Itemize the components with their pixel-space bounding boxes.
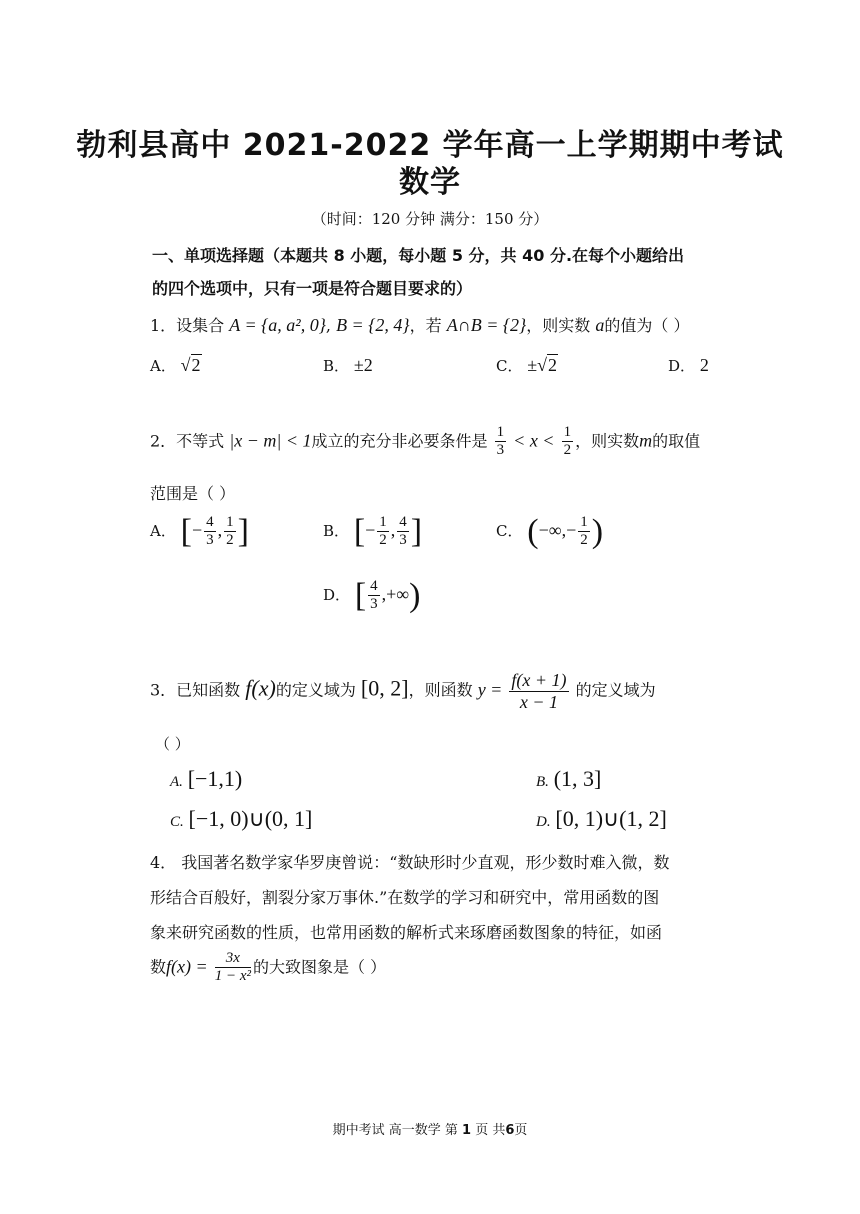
q2-inequality: |x − m| < 1 (229, 430, 312, 451)
q3-option-a-value: [−1,1) (187, 766, 243, 791)
q4-line4 (150, 950, 386, 986)
q1-option-b-label: B． (323, 357, 350, 375)
q1-option-b (323, 355, 373, 376)
footer-mid: 页 共 (475, 1123, 506, 1138)
q2-frac-lower: $\frac{1}{3}$ (496, 424, 505, 459)
q3-option-a-label: A. (170, 774, 183, 790)
q2-option-d: D． [ $\frac{4}{3}$ ,+∞) (323, 576, 421, 614)
q3-option-c-value: [−1, 0)∪(0, 1] (188, 806, 313, 831)
q4-line2: 形结合百般好，割裂分家万事休.”在数学的学习和研究中，常用函数的图 (150, 888, 660, 907)
question-1: 1．设集合 A = {a, a², 0}, B = {2, 4}，若 A∩B = {2}，则实数 a的值为（ ） (150, 315, 690, 335)
q1-option-c-pm: ± (527, 355, 538, 375)
q2-frac-upper: $\frac{1}{2}$ (563, 424, 572, 459)
footer-total-pages: 6 (505, 1123, 515, 1138)
q1-option-b-value: ±2 (353, 355, 373, 375)
q3-prefix: 3．已知函数 (150, 680, 241, 700)
q3-fx: f(x) (245, 675, 276, 701)
q2-option-b: B． [− $\frac{1}{2}$ , $\frac{4}{3}$ ] (323, 512, 423, 550)
q3-option-b-label: B. (536, 774, 549, 790)
q1-option-c-label: C． (496, 357, 523, 375)
q4-end: 的大致图象是（ ） (253, 957, 387, 977)
exam-title-line1: 勃利县高中 2021-2022 学年高一上学期期中考试 (76, 128, 784, 163)
q1-var: a (595, 315, 605, 335)
q3-option-c-label: C. (170, 814, 184, 830)
question-3 (150, 670, 656, 712)
q3-option-d-label: D. (536, 814, 551, 830)
q1-mid: ，若 (409, 316, 442, 335)
q2-option-c: C． (−∞,− $\frac{1}{2}$ ) (496, 512, 604, 550)
q1-end: 的值为（ ） (604, 316, 690, 335)
q1-option-c (496, 355, 558, 376)
q2-option-a-label: A． (150, 521, 176, 540)
footer-left: 期中考试 高一数学 第 (332, 1123, 458, 1138)
sqrt-icon: √2 (537, 355, 558, 375)
section-heading-line2: 的四个选项中，只有一项是符合题目要求的） (152, 279, 473, 298)
q2-line2: 范围是（ ） (150, 484, 236, 503)
q2-tail: ，则实数 (575, 431, 640, 451)
q4-line3: 象来研究函数的性质，也常用函数的解析式来琢磨函数图象的特征，如函 (150, 923, 663, 942)
q4-fx: f(x) = (166, 956, 208, 977)
q3-option-b (536, 766, 601, 792)
q2-mid: 成立的充分非必要条件是 (311, 431, 488, 451)
exam-subtitle: （时间：120 分钟 满分：150 分） (311, 210, 549, 228)
q3-fraction: $\frac{f(x + 1)}{x - 1}$ (511, 670, 567, 712)
q4-line1: 4． 我国著名数学家华罗庚曾说：“数缺形时少直观，形少数时难入微，数 (150, 853, 670, 872)
q1-option-d-value: 2 (699, 355, 709, 375)
q3-domain: [0, 2] (360, 675, 409, 701)
q2-x-between: < x < (513, 430, 555, 451)
q1-tail: ，则实数 (526, 316, 591, 335)
q1-option-d (668, 355, 709, 376)
q3-y-eq: y = (477, 679, 503, 700)
q3-mid2: ，则函数 (408, 680, 473, 700)
question-2 (150, 424, 700, 460)
q3-option-d (536, 806, 667, 832)
sqrt-icon: √2 (180, 355, 201, 375)
q2-option-b-label: B． (323, 521, 350, 540)
footer-right: 页 (514, 1123, 528, 1138)
q3-line2: （ ） (155, 735, 190, 753)
q1-condition: A∩B = {2} (446, 315, 527, 335)
q2-var: m (639, 430, 653, 451)
q1-set-b: B = {2, 4} (336, 315, 410, 335)
q2-option-d-label: D． (323, 585, 351, 604)
q2-end: 的取值 (652, 431, 701, 451)
q2-option-c-label: C． (496, 521, 523, 540)
q3-end: 的定义域为 (575, 680, 656, 700)
q2-prefix: 2．不等式 (150, 431, 225, 451)
q2-option-a: A． [− $\frac{4}{3}$ , $\frac{1}{2}$ ] (150, 512, 249, 550)
section-heading-line1: 一、单项选择题（本题共 8 小题，每小题 5 分，共 40 分.在每个小题给出 (152, 246, 685, 265)
q1-option-a-label: A． (150, 357, 176, 375)
q1-prefix: 1．设集合 (150, 316, 225, 335)
q4-fraction: $\frac{3x}{\text{1 − x²}}$ (214, 950, 252, 985)
q3-option-d-value: [0, 1)∪(1, 2] (555, 806, 667, 831)
page-footer (0, 1119, 860, 1138)
q3-option-a (170, 766, 242, 792)
q3-mid: 的定义域为 (275, 680, 356, 700)
q4-prefix: 数 (150, 957, 167, 977)
footer-page-number: 1 (462, 1123, 472, 1138)
q3-option-b-value: (1, 3] (553, 766, 602, 791)
q1-option-a (150, 355, 202, 376)
q3-option-c (170, 806, 312, 832)
q1-option-d-label: D． (668, 357, 696, 375)
q1-set-a: A = {a, a², 0} (229, 315, 326, 335)
exam-title-line2: 数学 (399, 165, 461, 200)
